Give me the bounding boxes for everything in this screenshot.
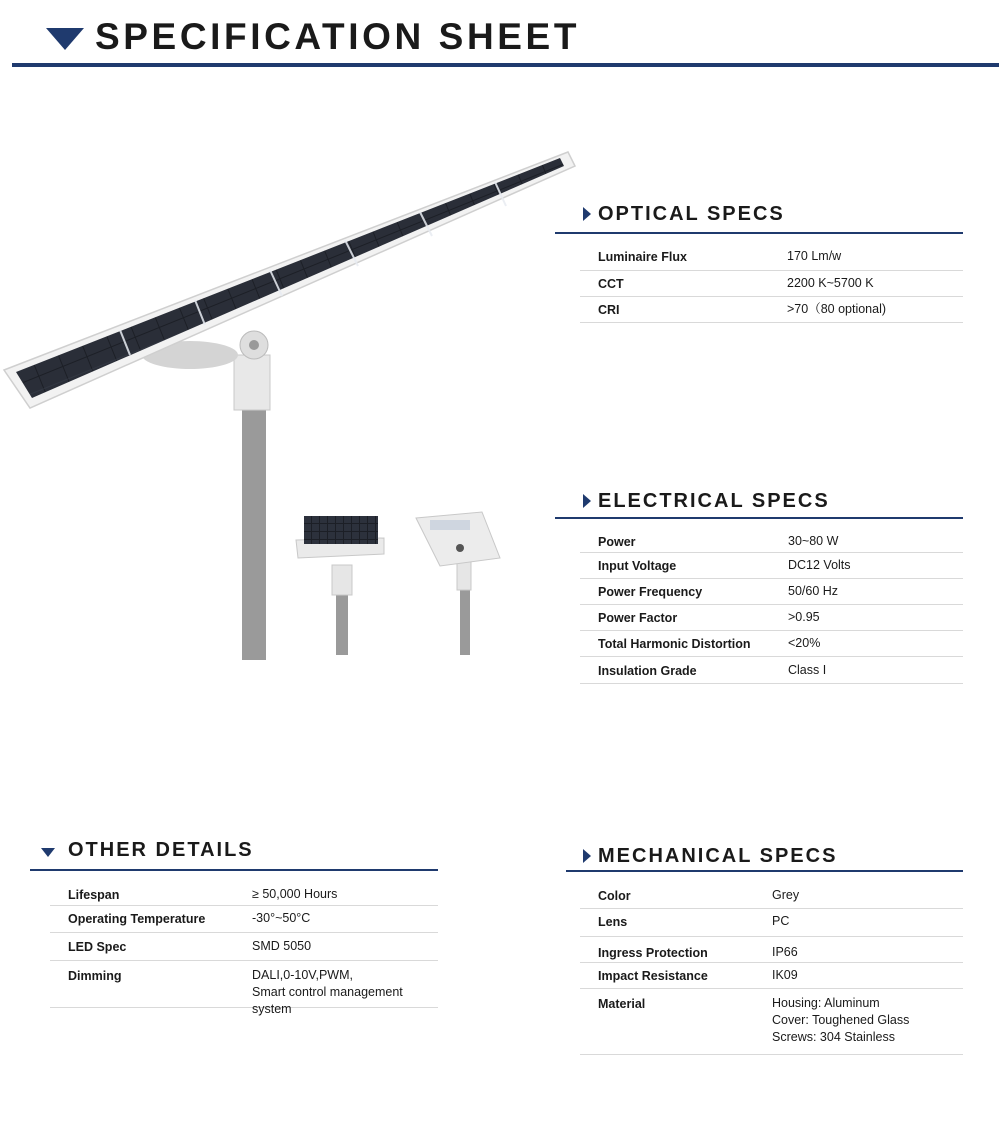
other-details-title: OTHER DETAILS xyxy=(68,839,254,861)
table-row xyxy=(580,244,963,271)
electrical-rule xyxy=(555,517,963,519)
electrical-specs-table xyxy=(580,528,963,684)
spec-value: >70（80 optional) xyxy=(787,302,887,316)
spec-label: Dimming xyxy=(68,969,122,983)
table-row xyxy=(50,880,438,906)
table-row xyxy=(580,631,963,657)
table-row xyxy=(580,882,963,909)
spec-label: Luminaire Flux xyxy=(598,250,687,264)
table-row xyxy=(50,961,438,1016)
table-row xyxy=(50,933,438,961)
spec-label: Insulation Grade xyxy=(598,664,697,678)
arrow-down-icon xyxy=(41,848,55,857)
other-details-table xyxy=(50,880,438,1016)
spec-label: Power xyxy=(598,535,636,549)
pole xyxy=(242,395,266,660)
spec-value: 50/60 Hz xyxy=(788,584,839,598)
optical-rule xyxy=(555,232,963,234)
spec-label: Impact Resistance xyxy=(598,969,708,983)
mechanical-rule xyxy=(566,870,963,872)
spec-value: 170 Lm/w xyxy=(787,249,842,263)
arrow-right-icon xyxy=(583,207,591,221)
spec-value: Class I xyxy=(788,663,827,677)
table-row xyxy=(580,271,963,297)
table-row xyxy=(580,605,963,631)
other-rule xyxy=(30,869,438,871)
optical-specs-table xyxy=(580,244,963,323)
spec-label: Input Voltage xyxy=(598,559,677,573)
triangle-down-icon xyxy=(46,28,84,50)
spec-value: ≥ 50,000 Hours xyxy=(252,887,338,901)
spec-value: -30°~50°C xyxy=(252,911,311,925)
spec-label: Lifespan xyxy=(68,888,120,902)
table-row xyxy=(580,528,963,553)
mechanical-specs-table xyxy=(580,882,963,1055)
spec-label: Lens xyxy=(598,915,628,929)
spec-label: Operating Temperature xyxy=(68,912,206,926)
spec-label: CRI xyxy=(598,303,620,317)
page-title: SPECIFICATION SHEET xyxy=(95,16,581,57)
header-rule xyxy=(12,63,999,67)
spec-label: CCT xyxy=(598,277,624,291)
spec-value: Grey xyxy=(772,888,800,902)
product-image xyxy=(0,140,580,670)
table-row xyxy=(580,657,963,684)
spec-value: 2200 K~5700 K xyxy=(787,276,874,290)
spec-value: <20% xyxy=(788,636,821,650)
spec-value: SMD 5050 xyxy=(252,939,312,953)
spec-label: Power Frequency xyxy=(598,585,703,599)
optical-specs-title: OPTICAL SPECS xyxy=(598,203,785,225)
table-row xyxy=(580,297,963,323)
spec-value: IK09 xyxy=(772,968,798,982)
spec-value: DALI,0-10V,PWM, Smart control management system xyxy=(252,968,403,1016)
spec-label: Power Factor xyxy=(598,611,678,625)
table-row xyxy=(580,909,963,937)
spec-value: Housing: Aluminum Cover: Toughened Glass Screws: 304 Stainless xyxy=(772,996,910,1044)
spec-label: Total Harmonic Distortion xyxy=(598,637,751,651)
spec-label: LED Spec xyxy=(68,940,127,954)
pole-bracket xyxy=(234,355,270,410)
table-row xyxy=(50,906,438,933)
mechanical-specs-title: MECHANICAL SPECS xyxy=(598,845,838,867)
spec-value: PC xyxy=(772,914,790,928)
electrical-specs-title: ELECTRICAL SPECS xyxy=(598,490,830,512)
spec-label: Ingress Protection xyxy=(598,946,708,960)
spec-label: Color xyxy=(598,889,631,903)
table-row xyxy=(580,963,963,989)
spec-value: 30~80 W xyxy=(788,534,839,548)
spec-value: DC12 Volts xyxy=(788,558,851,572)
table-row xyxy=(580,579,963,605)
table-row xyxy=(580,937,963,963)
arrow-right-icon xyxy=(583,494,591,508)
spec-value: >0.95 xyxy=(788,610,820,624)
arrow-right-icon xyxy=(583,849,591,863)
page-header xyxy=(0,0,1000,70)
spec-label: Material xyxy=(598,997,646,1011)
spec-value: IP66 xyxy=(772,945,798,959)
table-row xyxy=(580,553,963,579)
table-row xyxy=(580,989,963,1055)
